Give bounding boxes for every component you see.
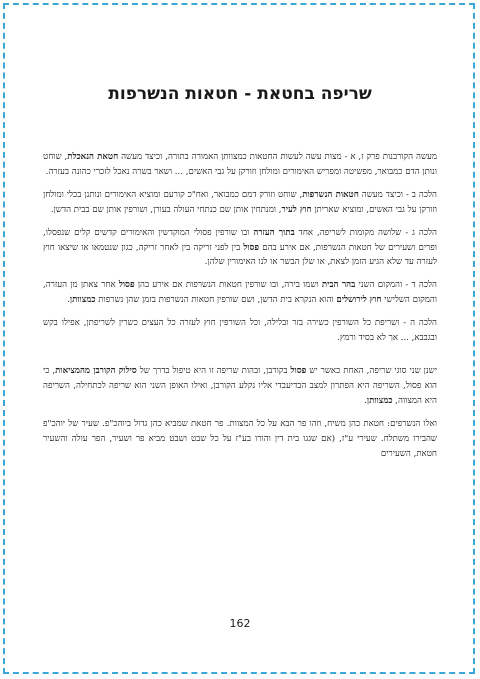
bold-term: חטאת הנאכלת xyxy=(67,152,119,162)
text-segment: מעשה הקורבנות פרק ז, א - מצות עשה לעשות החטאות כמצוותן האמורה בתורה, וכיצד מעשה xyxy=(118,152,437,162)
text-segment: אחר צאתן מן העזרה, והמקום השלישי xyxy=(43,280,437,306)
text-segment: , כי הוא פסול, השריפה היא הפתרון למצב הבדיעבדי אליו נקלע הקורבן, ואילו האופן השני הוא שריפה לכתחילה, השריפה היא המצווה, xyxy=(43,365,437,406)
text-segment: הלכה ה - ושריפת כל השורפין כשירה בזר ובלילה, וכל השורפין חוץ לעזרה כל העצים כשרין לשריפתן, אפילו בקש ובגבבא, ... אך לא בסיד ורמץ. xyxy=(43,318,437,344)
text-segment: , ומנתחין אותן שם כנתחי העולה בעורן, ושורפין אותן שם בבית הדשן. xyxy=(50,204,282,215)
paragraph-burned-list xyxy=(43,417,437,462)
bold-term: חטאות הנשרפות xyxy=(302,189,359,200)
bold-term: פסול xyxy=(243,242,260,253)
bold-term: סילוק הקורבן מהמציאות xyxy=(55,365,137,376)
bold-term: פסול xyxy=(118,280,135,291)
text-segment: ישנן שני סוגי שריפה, האחת כאשר יש xyxy=(306,365,437,376)
text-segment: הלכה ב - וכיצד מעשה xyxy=(358,189,437,200)
text-segment: בין לפני זריקה בין לאחר זריקה, כגון שנטמאו או שיצאו חוץ לעזרה עד שלא הגיע הזמן לצאת, או שלן הבשר או לנו האימורין שלהן. xyxy=(43,242,437,268)
bold-term: בתוך העזרה xyxy=(253,227,295,238)
text-segment: . xyxy=(364,395,367,406)
paragraph-halacha-h xyxy=(43,316,437,346)
bold-term: חוץ לעיר xyxy=(281,204,312,215)
text-segment: , שוחט וזורק דמם כמבואר, ואח"כ קורעם ומוציא האימורים ונותנן בכלי ומולחן וזורקן על גבי האשים, ומוציא שאריתן xyxy=(43,189,437,215)
text-segment: ובו שורפין פסולי המוקדשין והאימורים קדשים קלים שנפסלו, ופרים ושעירים של חטאות הנשרפות, אם אירע בהם xyxy=(43,227,437,253)
paragraph-two-types xyxy=(43,364,437,409)
paragraph-intro xyxy=(43,150,437,180)
bold-term: כמצוותן xyxy=(69,295,96,306)
text-segment: והוא הנקרא בית הדשן, ושם שורפין חטאות הנשרפות בזמן שהן נשרפות xyxy=(95,295,337,306)
page-number: 162 xyxy=(229,617,251,630)
bold-term: פסול xyxy=(290,365,307,376)
text-segment: . xyxy=(67,295,70,306)
document-body xyxy=(43,150,437,469)
paragraph-halacha-d xyxy=(43,278,437,308)
page-title: שריפה בחטאת - חטאות הנשרפות xyxy=(108,84,372,104)
document-page xyxy=(43,0,437,679)
text-segment: , שוחט ונותן הדם כמבואר, מפשיטה ומפריש האימורים ומולחן וזורקן על גבי האשים, ... ושאר בשרה נאכל לזכרי כהונה בעזרה. xyxy=(43,152,437,177)
text-segment: הלכה ד - והמקום השני xyxy=(355,280,437,291)
paragraph-halacha-g xyxy=(43,226,437,271)
text-segment: הלכה ג - שלושה מקומות לשריפה, אחד xyxy=(294,227,438,238)
bold-term: חוץ לירושלים xyxy=(336,295,382,306)
text-segment: ואלו הנשרפים: חטאת כהן משיח, וזהו פר הבא על כל המצוות. פר חטאת שמביא כהן גדול ביוהכ"פ. שעיר של יוהכ"פ שהבירו משתלח. שעירי ע"ז, (אם שגגו בית דין והורו בע"ז על כל שבט ושבט מביא פר ושעיר, הפר עולה והשעיר חטאת, השעירים xyxy=(43,418,437,459)
paragraph-halacha-b xyxy=(43,188,437,218)
text-segment: ושמו בירה, ובו שורפין חטאות הנשרפות אם אירע בהן xyxy=(134,280,322,291)
bold-term: כמצוותן xyxy=(366,395,393,406)
text-segment: בקורבן, ובהות שריפה זו היא טיפול בדרך של xyxy=(136,365,291,376)
bold-term: בהר הבית xyxy=(321,280,356,291)
